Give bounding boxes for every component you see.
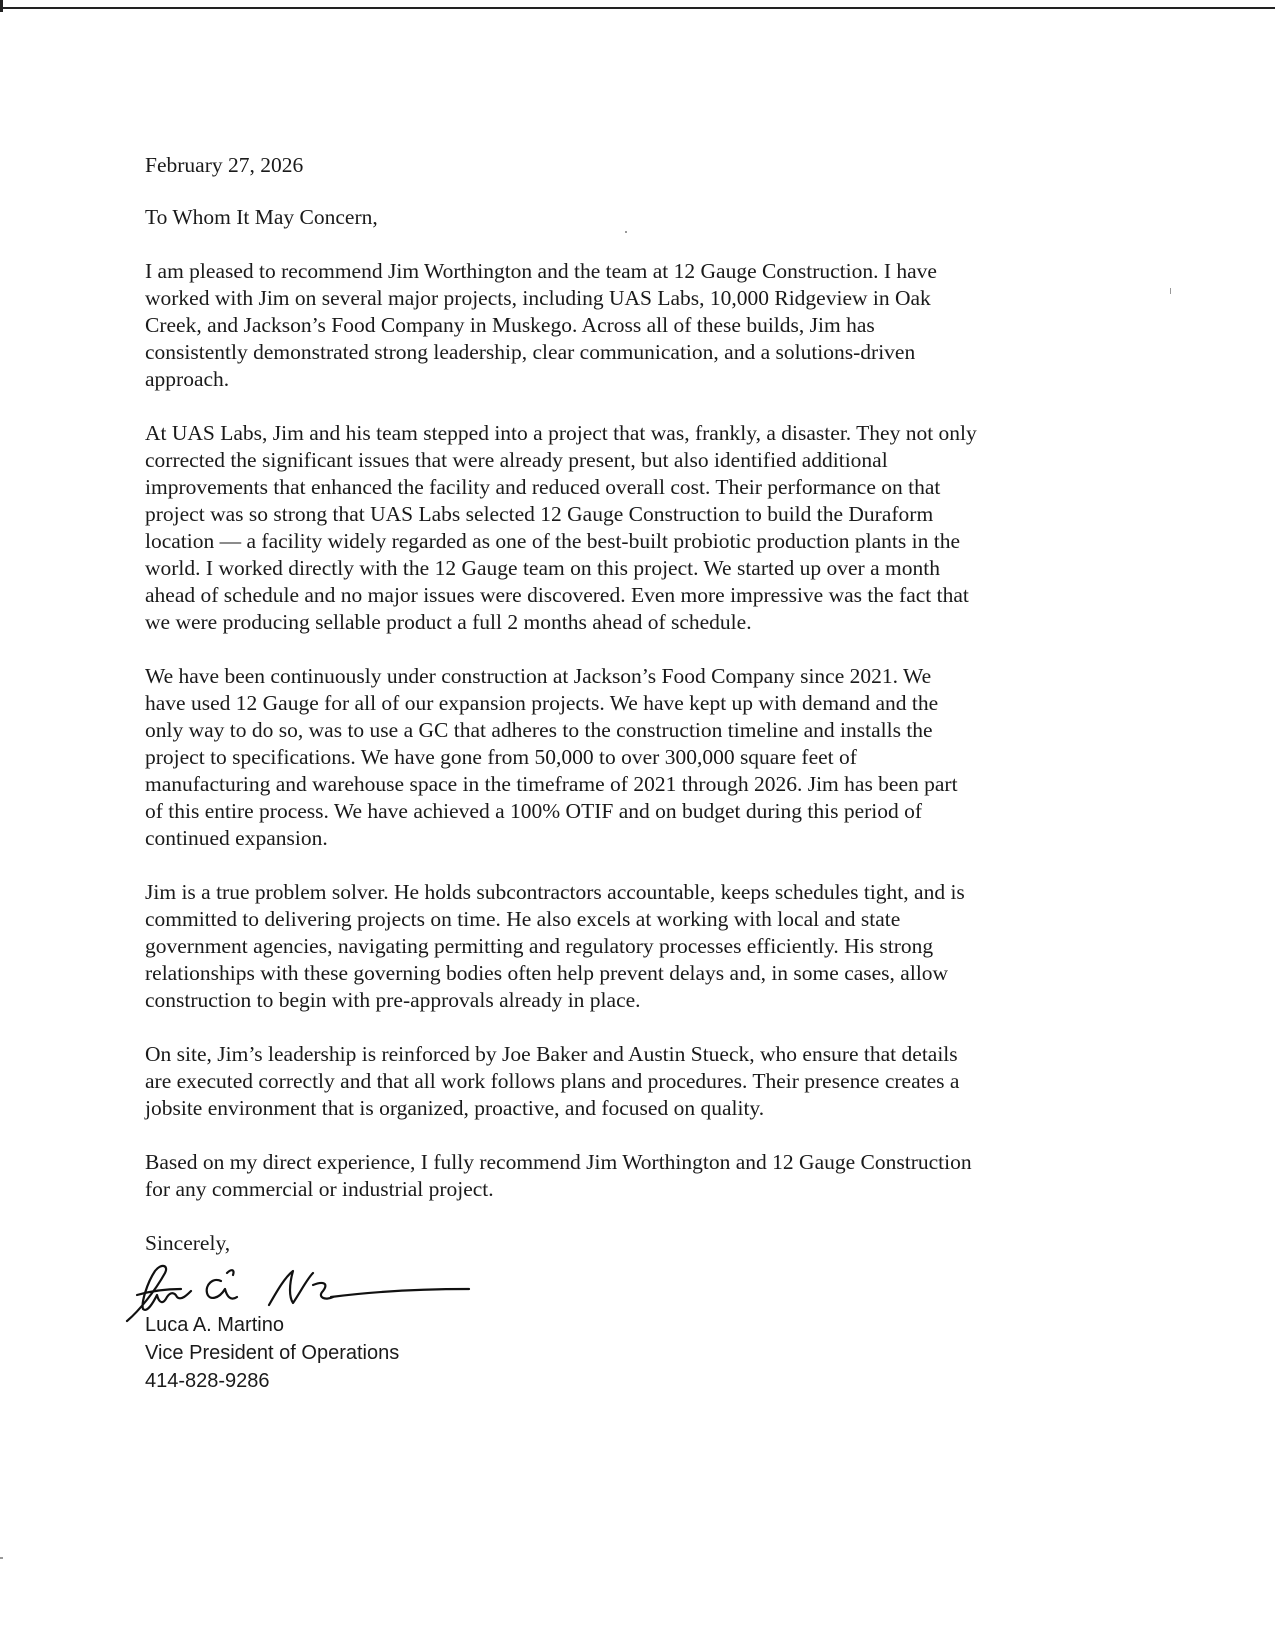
paragraph-line: world. I worked directly with the 12 Gauge team on this project. We started up over a month [145,556,940,580]
letter-paragraph [145,1149,1120,1203]
paragraph-line: corrected the significant issues that were already present, but also identified additional [145,448,888,472]
paragraph-line: manufacturing and warehouse space in the timeframe of 2021 through 2026. Jim has been part [145,772,958,796]
paragraph-line: committed to delivering projects on time. He also excels at working with local and state [145,907,901,931]
scan-speck [0,1557,3,1559]
paragraph-line: ahead of schedule and no major issues were discovered. Even more impressive was the fact that [145,583,969,607]
letter-paragraphs [145,258,1120,1203]
signer-phone: 414-828-9286 [145,1370,270,1392]
paragraph-line: we were producing sellable product a full 2 months ahead of schedule. [145,610,752,634]
paragraph-line: Based on my direct experience, I fully recommend Jim Worthington and 12 Gauge Construction [145,1150,972,1174]
paragraph-line: project was so strong that UAS Labs selected 12 Gauge Construction to build the Duraform [145,502,934,526]
scan-speck [625,231,627,233]
paragraph-line: consistently demonstrated strong leadership, clear communication, and a solutions-driven [145,340,916,364]
letter-salutation: To Whom It May Concern, [145,205,378,229]
top-rule [0,0,1275,9]
paragraph-line: jobsite environment that is organized, proactive, and focused on quality. [145,1096,765,1120]
letter-paragraph [145,420,1120,636]
paragraph-line: Jim is a true problem solver. He holds subcontractors accountable, keeps schedules tight, and is [145,880,965,904]
top-rule-corner [0,0,3,12]
signature-area [145,1257,1120,1317]
paragraph-line: government agencies, navigating permitting and regulatory processes efficiently. His strong [145,934,934,958]
paragraph-line: of this entire process. We have achieved a 100% OTIF and on budget during this period of [145,799,923,823]
paragraph-line: At UAS Labs, Jim and his team stepped into a project that was, frankly, a disaster. They not only [145,421,977,445]
signer-name: Luca A. Martino [145,1314,284,1336]
letter-paragraph [145,258,1120,393]
paragraph-line: On site, Jim’s leadership is reinforced by Joe Baker and Austin Stueck, who ensure that details [145,1042,958,1066]
paragraph-line: project to specifications. We have gone from 50,000 to over 300,000 square feet of [145,745,857,769]
letter-paragraph [145,879,1120,1014]
paragraph-line: are executed correctly and that all work follows plans and procedures. Their presence creates a [145,1069,960,1093]
paragraph-line: approach. [145,367,230,391]
letter-date: February 27, 2026 [145,153,304,177]
paragraph-line: construction to begin with pre-approvals already in place. [145,988,641,1012]
paragraph-line: have used 12 Gauge for all of our expansion projects. We have kept up with demand and the [145,691,939,715]
paragraph-line: only way to do so, was to use a GC that adheres to the construction timeline and installs the [145,718,933,742]
paragraph-line: worked with Jim on several major projects, including UAS Labs, 10,000 Ridgeview in Oak [145,286,931,310]
scan-speck [1170,288,1171,294]
paragraph-line: location — a facility widely regarded as one of the best-built probiotic production plants in the [145,529,960,553]
paragraph-line: improvements that enhanced the facility and reduced overall cost. Their performance on that [145,475,941,499]
paragraph-line: for any commercial or industrial project. [145,1177,494,1201]
letter-paragraph [145,1041,1120,1122]
paragraph-line: continued expansion. [145,826,328,850]
letter-closing: Sincerely, [145,1231,231,1255]
paragraph-line: We have been continuously under construction at Jackson’s Food Company since 2021. We [145,664,932,688]
paragraph-line: relationships with these governing bodies often help prevent delays and, in some cases, allow [145,961,949,985]
signer-title: Vice President of Operations [145,1342,400,1364]
handwritten-signature [117,1251,487,1327]
paragraph-line: I am pleased to recommend Jim Worthington and the team at 12 Gauge Construction. I have [145,259,937,283]
letter-body [145,152,1120,1395]
letter-paragraph [145,663,1120,852]
paragraph-line: Creek, and Jackson’s Food Company in Muskego. Across all of these builds, Jim has [145,313,875,337]
